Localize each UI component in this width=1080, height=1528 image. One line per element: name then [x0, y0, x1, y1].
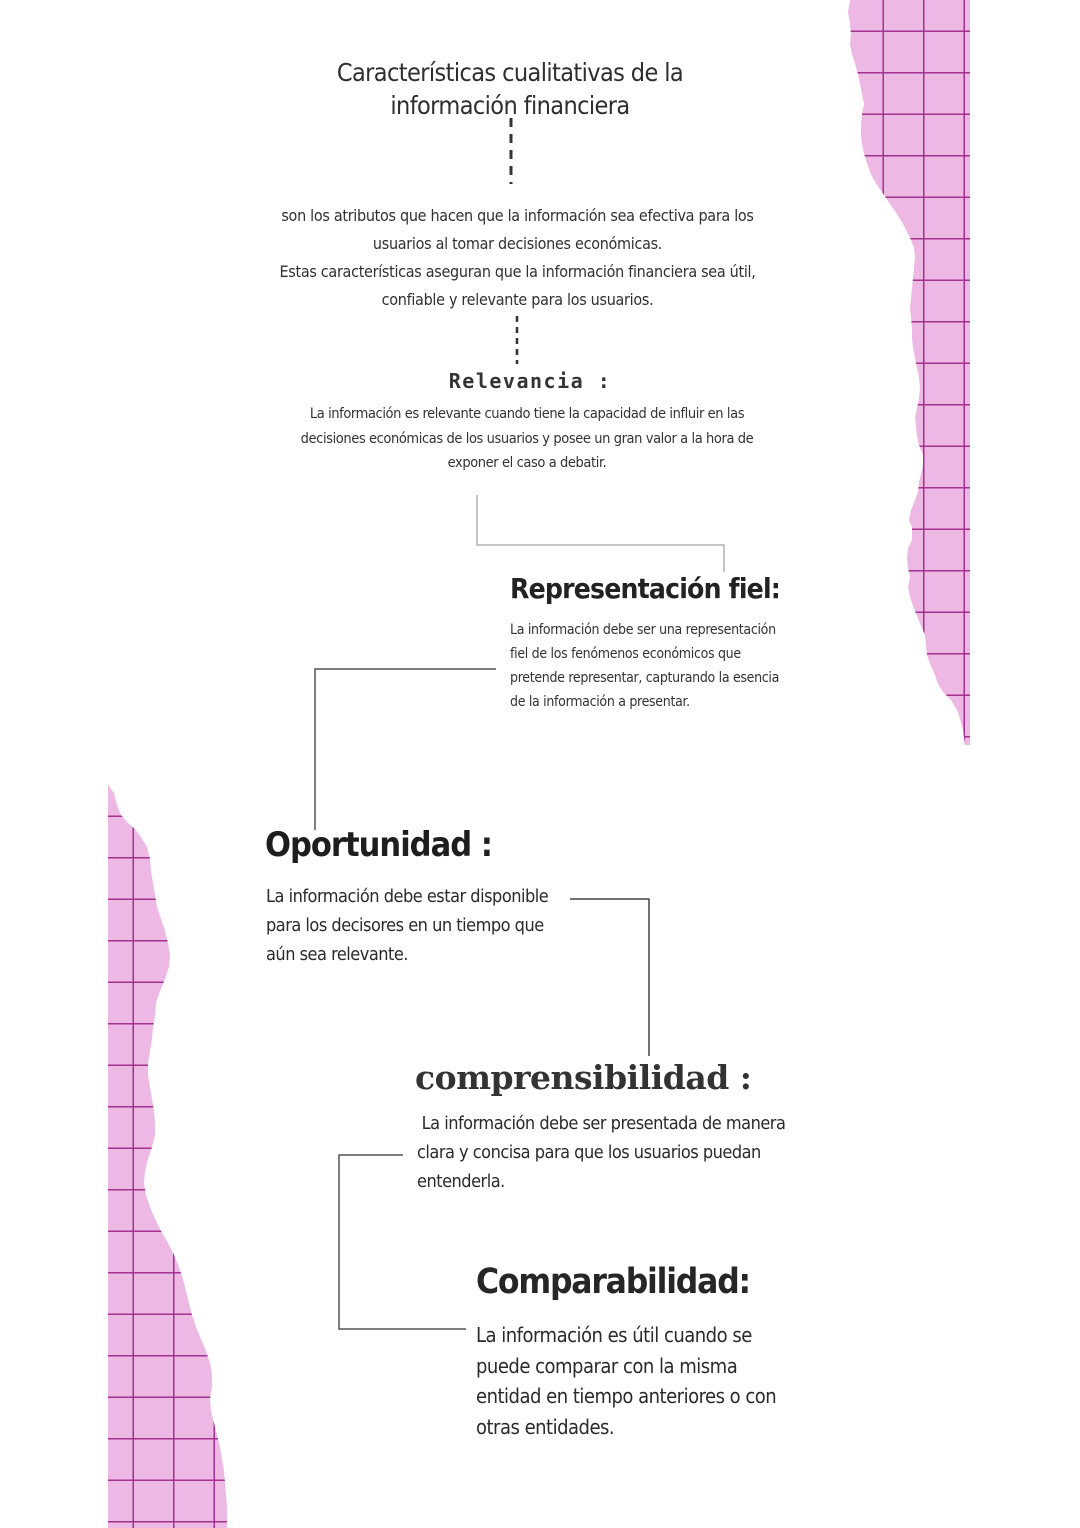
comparabilidad-line-4: otras entidades.	[476, 1414, 615, 1439]
representacion-line-2: fiel de los fenómenos económicos que	[510, 646, 741, 662]
oportunidad-line-2: para los decisores en un tiempo que	[266, 915, 544, 936]
comparabilidad-line-2: puede comparar con la misma	[476, 1353, 738, 1378]
title-line-2: información financiera	[390, 91, 630, 120]
intro-line-4: confiable y relevante para los usuarios.	[381, 290, 654, 309]
intro-definition	[230, 202, 805, 314]
representacion-to-oportunidad-connector	[315, 669, 496, 830]
representacion-line-3: pretende representar, capturando la esencia	[510, 670, 780, 686]
oportunidad-line-3: aún sea relevante.	[266, 944, 408, 965]
comparabilidad-heading: Comparabilidad:	[476, 1262, 750, 1302]
relevancia-to-representacion-connector	[477, 495, 724, 572]
oportunidad-description	[266, 882, 566, 969]
representacion-description	[510, 618, 840, 714]
comparabilidad-line-1: La información es útil cuando se	[476, 1323, 752, 1347]
comparabilidad-line-3: entidad en tiempo anteriores o con	[476, 1384, 777, 1408]
intro-line-2: usuarios al tomar decisiones económicas.	[372, 234, 663, 253]
representacion-line-4: de la información a presentar.	[510, 694, 690, 710]
relevancia-heading: Relevancia :	[448, 369, 612, 393]
title-line-1: Características cualitativas de la	[336, 58, 684, 87]
intro-line-1: son los atributos que hacen que la información sea efectiva para los	[281, 206, 754, 225]
comprensibilidad-line-2: clara y concisa para que los usuarios puedan	[417, 1142, 761, 1163]
comprensibilidad-description	[417, 1109, 817, 1196]
comprensibilidad-line-1: La información debe ser presentada de manera	[417, 1113, 786, 1134]
oportunidad-heading: Oportunidad :	[265, 825, 492, 865]
comparabilidad-description	[476, 1320, 796, 1442]
oportunidad-line-1: La información debe estar disponible	[266, 886, 549, 907]
representacion-heading: Representación fiel:	[510, 572, 781, 605]
relevancia-line-3: exponer el caso a debatir.	[447, 455, 607, 471]
comprensibilidad-line-3: entenderla.	[417, 1171, 505, 1192]
comprensibilidad-heading: comprensibilidad :	[415, 1058, 752, 1097]
page-title	[250, 56, 770, 122]
relevancia-description	[262, 402, 792, 476]
relevancia-line-2: decisiones económicas de los usuarios y posee un gran valor a la hora de	[300, 430, 754, 447]
representacion-line-1: La información debe ser una representación	[510, 622, 776, 638]
intro-line-3: Estas características aseguran que la información financiera sea útil,	[279, 262, 756, 281]
oportunidad-to-comprensibilidad-connector	[570, 899, 649, 1056]
relevancia-line-1: La información es relevante cuando tiene la capacidad de influir en las	[309, 406, 745, 422]
